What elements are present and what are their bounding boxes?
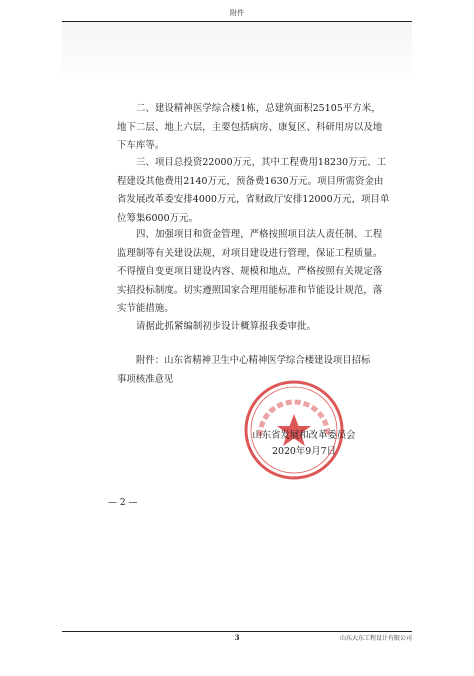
text-line: 位筹集6000万元。	[117, 212, 199, 224]
text-line: 四、加强项目和资金管理，严格按照项目法人责任制、工程	[136, 229, 383, 240]
text-line: 实招投标制度。切实遵照国家合理用能标准和节能设计规范，落	[117, 284, 383, 296]
text-line: 监理制等有关建设法规，对项目建设进行管理，保证工程质量。	[117, 247, 383, 259]
text-line: 不得擅自变更项目建设内容、规模和地点，严格按照有关规定落	[117, 266, 383, 278]
text-line: 省发展改革委安排4000万元，省财政厅安排12000万元，项目单	[117, 194, 390, 206]
paragraph-request	[117, 318, 367, 337]
text-line: 附件：山东省精神卫生中心精神医学综合楼建设项目招标	[136, 355, 371, 366]
text-line: 三、项目总投资22000万元，其中工程费用18230万元、工	[136, 157, 387, 168]
paragraph-management	[117, 226, 383, 319]
text-line: 下车库等。	[117, 140, 165, 152]
text-line: 事项核准意见	[117, 373, 174, 385]
signing-organization: 山东省发展和改革委员会	[252, 430, 356, 441]
scan-shadow	[62, 22, 412, 82]
text-line: 二、建设精神医学综合楼1栋，总建筑面积25105平方米，	[136, 103, 381, 114]
signature-block	[244, 428, 364, 460]
signing-date: 2020年9月7日	[272, 446, 336, 457]
company-name: 山东大东工程设计有限公司	[339, 635, 412, 642]
text-line: 请据此抓紧编制初步设计概算报我委审批。	[136, 321, 317, 332]
footer-rule	[62, 631, 412, 632]
text-line: 实节能措施。	[117, 303, 174, 315]
header-title: 附件	[230, 9, 244, 17]
text-line: 地下二层、地上六层，主要包括病房、康复区、科研用房以及地	[117, 121, 383, 133]
page-label: — 2 —	[108, 498, 138, 508]
paragraph-construction	[117, 100, 383, 156]
paragraph-investment	[117, 154, 390, 228]
text-line: 程建设其他费用2140万元，预备费1630万元。项目所需资金由	[117, 175, 384, 187]
page-number: 3	[234, 633, 240, 642]
